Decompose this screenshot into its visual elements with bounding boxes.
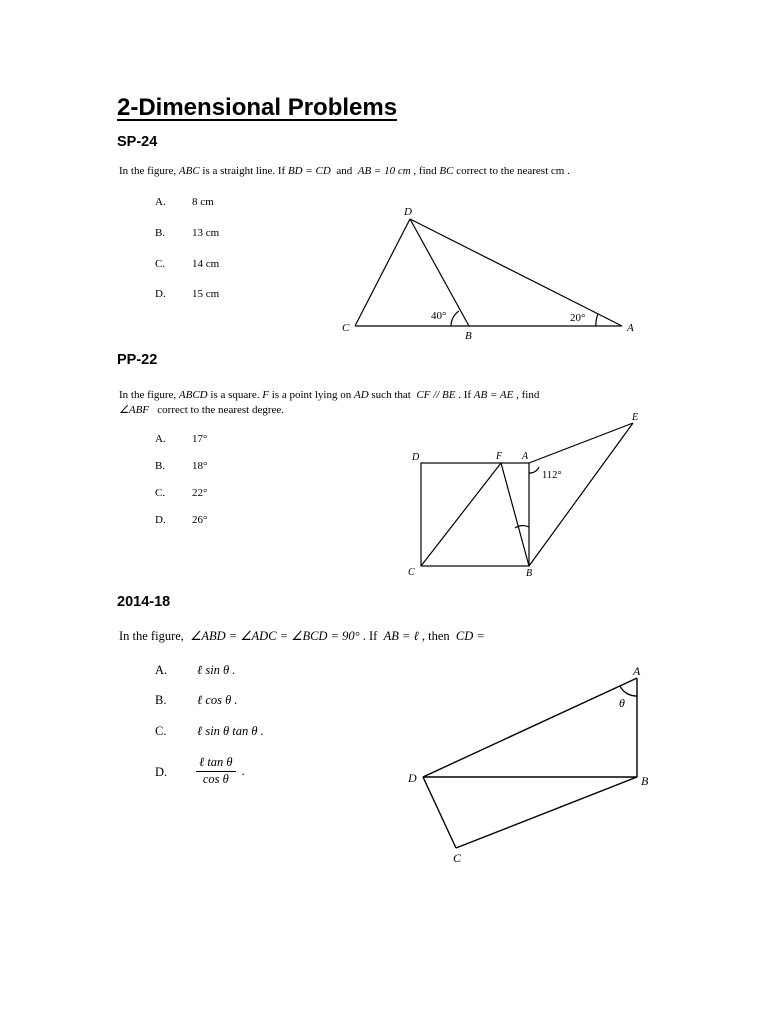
stem-text: , find — [516, 389, 540, 401]
stem-math: F — [262, 389, 270, 401]
option-letter: C. — [155, 258, 166, 270]
option-letter: A. — [155, 663, 168, 677]
option-letter: D. — [155, 514, 166, 526]
stem-math: ABC — [178, 165, 200, 177]
point-label: D — [412, 452, 420, 463]
option-text: ℓ sin θ tan θ . — [197, 724, 264, 738]
stem-text: is a square. — [210, 389, 260, 401]
stem-text: such that — [371, 389, 411, 401]
stem-text: is a point lying on — [271, 389, 352, 401]
option-letter: C. — [155, 724, 167, 738]
option-letter: B. — [155, 460, 166, 472]
stem-text: . If — [458, 389, 472, 401]
line-cb — [456, 777, 637, 848]
point-label: B — [465, 330, 472, 342]
line-da — [423, 678, 637, 777]
angle-arc-theta — [620, 686, 637, 696]
option-text: 15 cm — [192, 288, 220, 300]
angle-label: 112° — [542, 470, 562, 481]
stem-math: AB = AE — [473, 389, 514, 401]
point-label: A — [522, 451, 529, 462]
stem-math: CF // BE — [416, 389, 456, 401]
question-id-2014-18: 2014-18 — [117, 594, 171, 610]
point-label: F — [496, 451, 503, 462]
stem-math: ABCD — [178, 389, 208, 401]
fraction-numerator: ℓ tan θ — [196, 756, 236, 772]
option-text: 14 cm — [192, 258, 220, 270]
angle-label: 40° — [431, 310, 447, 322]
page-title: 2-Dimensional Problems — [117, 94, 398, 121]
fraction-denominator: cos θ — [202, 771, 229, 786]
point-label: E — [632, 412, 639, 423]
stem-math: ∠ABF — [119, 404, 150, 416]
option-letter: B. — [155, 693, 167, 707]
question-id-pp22: PP-22 — [117, 352, 158, 368]
option-text: 8 cm — [192, 196, 214, 208]
point-label: B — [526, 568, 533, 579]
point-label: D — [408, 771, 417, 785]
stem-text: In the figure, — [119, 629, 184, 643]
point-label: D — [404, 206, 412, 218]
stem-text: is a straight line. If — [202, 165, 286, 177]
option-text: 26° — [192, 514, 208, 526]
angle-label: θ — [619, 696, 625, 710]
stem-text: , find — [413, 165, 437, 177]
angle-label: 20° — [570, 312, 586, 324]
option-text: 17° — [192, 433, 208, 445]
option-text: ℓ sin θ . — [197, 663, 236, 677]
point-label: A — [627, 322, 634, 334]
stem-text: correct to the nearest degree. — [157, 404, 285, 416]
stem-text: In the figure, — [119, 165, 177, 177]
question-id-sp24: SP-24 — [117, 134, 158, 150]
option-letter: A. — [155, 433, 166, 445]
stem-math: BD = CD — [287, 165, 331, 177]
stem-math: AB = 10 cm — [357, 165, 411, 177]
option-text: 22° — [192, 487, 208, 499]
stem-text: In the figure, — [119, 389, 177, 401]
option-letter: D. — [155, 765, 168, 779]
stem-math: CD = — [455, 629, 485, 643]
line-dc — [423, 777, 456, 848]
stem-text: . If — [362, 629, 378, 643]
stem-text: , then — [421, 629, 450, 643]
point-label: C — [453, 851, 462, 865]
stem-text: correct to the nearest cm . — [456, 165, 570, 177]
option-suffix: . — [241, 763, 245, 778]
point-label: A — [633, 664, 641, 678]
stem-math: BC — [439, 165, 454, 177]
stem-text: and — [336, 165, 353, 177]
stem-math: AD — [353, 389, 369, 401]
point-label: C — [408, 567, 415, 578]
option-letter: C. — [155, 487, 166, 499]
option-text: 13 cm — [192, 227, 220, 239]
option-letter: B. — [155, 227, 166, 239]
stem-math: ∠ABD = ∠ADC = ∠BCD = 90° — [190, 629, 360, 643]
stem-math: AB = ℓ — [383, 629, 419, 643]
point-label: C — [342, 322, 350, 334]
option-text: 18° — [192, 460, 208, 472]
option-letter: D. — [155, 288, 166, 300]
point-label: B — [641, 774, 649, 788]
option-text: ℓ cos θ . — [197, 693, 238, 707]
option-letter: A. — [155, 196, 166, 208]
